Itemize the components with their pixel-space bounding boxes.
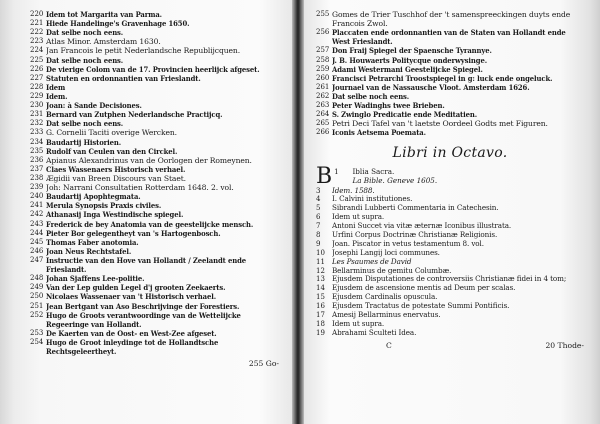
- entry-text: Merula Synopsis Praxis civiles.: [46, 201, 162, 211]
- list-item: [316, 231, 584, 240]
- right-footer: [316, 341, 584, 350]
- list-item: [30, 192, 285, 201]
- entry-text: Statuten en ordonnantien van Frieslandt.: [46, 73, 201, 83]
- entry-number: 19: [316, 328, 325, 337]
- entry-number: 243: [30, 219, 44, 228]
- entry-number: 228: [30, 82, 44, 91]
- list-item: [30, 174, 285, 183]
- list-item: [316, 329, 584, 338]
- list-item: [316, 65, 584, 74]
- list-item: [316, 240, 584, 249]
- left-entry-list: [30, 10, 285, 356]
- entry-number: 250: [30, 292, 44, 301]
- left-catchword: 255 Go-: [248, 359, 279, 369]
- entry-number: 264: [316, 110, 330, 119]
- entry-number: 257: [316, 46, 330, 55]
- octavo-entry-list: [316, 187, 584, 338]
- list-item: [30, 110, 285, 119]
- entry-number: 263: [316, 101, 330, 110]
- entry-number: 238: [30, 173, 44, 182]
- entry-number: 7: [316, 222, 321, 231]
- list-item: [30, 274, 285, 283]
- entry-text: Idem ut supra.: [332, 319, 385, 328]
- entry-text: S. Zwinglo Predicatie ende Meditatien.: [332, 110, 477, 120]
- book-gutter: [292, 0, 304, 424]
- entry-number: 224: [30, 46, 44, 55]
- entry-number: 229: [30, 91, 44, 100]
- entry-text: Adami Westermani Geestelijcke Spiegel.: [332, 64, 483, 74]
- list-item: [316, 74, 584, 83]
- entry-number: 12: [316, 266, 325, 275]
- entry-number: 245: [30, 237, 44, 246]
- entry-number: 259: [316, 64, 330, 73]
- entry-text: Amesij Bellarminus enervatus.: [332, 311, 441, 320]
- list-item: [30, 220, 285, 229]
- entry-text: Dat selbe noch eens.: [46, 119, 124, 129]
- entry-number: 11: [316, 257, 325, 266]
- entry-number: 256: [316, 28, 330, 37]
- list-item: [316, 56, 584, 65]
- entry-text: Joan: à Sande Decisiones.: [46, 101, 142, 111]
- entry-number: 222: [30, 28, 44, 37]
- list-item: [30, 165, 285, 174]
- entry-text: Frederick de bey Anatomia van de geestelijcke mensch.: [46, 219, 254, 229]
- entry-text: Idem: [46, 82, 66, 92]
- entry-text: Van der Lep gulden Legel d'j grooten Zeekaerts.: [46, 283, 226, 293]
- entry-number: 15: [316, 293, 325, 302]
- entry-text: Thomas Faber anotomia.: [46, 237, 139, 247]
- list-item: [316, 258, 584, 267]
- entry-text: Journael van de Nassausche Vloot. Amsterdam 1626.: [332, 82, 530, 92]
- list-item: [316, 119, 584, 128]
- signature-mark: C: [386, 340, 392, 350]
- list-item: [316, 10, 584, 28]
- entry-number: 261: [316, 82, 330, 91]
- entry-number: 14: [316, 284, 325, 293]
- entry-text: Urfini Corpus Doctrinæ Christianæ Religionis.: [332, 231, 498, 240]
- list-item: [30, 302, 285, 311]
- entry-text: Jan Francois le petit Nederlandsche Republijcquen.: [46, 46, 241, 56]
- entry-text: Idem tot Margarita van Parma.: [46, 10, 162, 19]
- list-item: [316, 284, 584, 293]
- list-item: [30, 101, 285, 110]
- list-item: [316, 249, 584, 258]
- entry-text: Don Fraij Spiegel der Spaensche Tyrannye.: [332, 46, 492, 56]
- entry-number: 18: [316, 319, 325, 328]
- right-catchword: 20 Thode-: [545, 340, 584, 350]
- entry-number: 265: [316, 119, 330, 128]
- entry-number: 220: [30, 10, 44, 18]
- entry-number: 10: [316, 248, 325, 257]
- entry-text: Apianus Alexandrinus van de Oorlogen der Romeynen.: [46, 155, 252, 165]
- list-item: [316, 128, 584, 137]
- entry-number: 1: [334, 167, 339, 176]
- list-item: [30, 147, 285, 156]
- list-item: [30, 283, 285, 292]
- list-item: [30, 92, 285, 101]
- section-title: Libri in Octavo.: [392, 144, 508, 161]
- entry-number: 255: [316, 10, 330, 18]
- octavo-first-entry: [316, 163, 584, 189]
- entry-text: Ejusdem Cardinalis opuscula.: [332, 293, 438, 302]
- list-item: [30, 210, 285, 219]
- entry-number: 244: [30, 228, 44, 237]
- list-item: [30, 292, 285, 301]
- entry-number: 8: [316, 231, 321, 240]
- entry-number: 247: [30, 255, 44, 264]
- list-item: [316, 222, 584, 231]
- entry-text: Ejusdem Disputationes de controversiis Christianæ fidei in 4 tom;: [332, 275, 567, 284]
- list-item: [30, 128, 285, 137]
- list-item: [30, 238, 285, 247]
- entry-number: 232: [30, 119, 44, 128]
- entry-text: Peter Wadinghs twee Brieben.: [332, 101, 445, 111]
- entry-text: Hiede Handelinge's Gravenhage 1650.: [46, 19, 190, 29]
- entry-number: 249: [30, 283, 44, 292]
- list-item: [316, 101, 584, 110]
- entry-text: Nicolaes Wassenaer van 't Historisch verhael.: [46, 292, 216, 302]
- list-item: [30, 83, 285, 92]
- entry-text: La Bible. Geneve 1605.: [352, 175, 438, 185]
- entry-text: Johan Sjaffens Lee-politie.: [46, 274, 145, 284]
- entry-text: G. Cornelii Taciti overige Wercken.: [46, 128, 177, 138]
- list-item: [316, 28, 584, 46]
- entry-text: Idem.: [46, 91, 68, 101]
- entry-text: Hugo de Groot inleydinge tot de Hollandtsche Rechtsgeleertheyt.: [46, 337, 219, 357]
- entry-number: 5: [316, 204, 321, 213]
- entry-number: 266: [316, 128, 330, 137]
- entry-text: Abrahami Sculteti Idea.: [332, 328, 417, 337]
- entry-text: De Kaerten van de Oost- en West-Zee afgeset.: [46, 328, 217, 338]
- list-item: [30, 138, 285, 147]
- entry-text: Francisci Petrarchi Troostspiegel in g: luck ende ongeluck.: [332, 73, 553, 83]
- left-page: [30, 10, 285, 368]
- list-item: [316, 293, 584, 302]
- entry-number: 246: [30, 246, 44, 255]
- entry-number: 13: [316, 275, 325, 284]
- entry-number: 226: [30, 64, 44, 73]
- entry-text: Joan. Piscator in vetus testamentum 8. vol.: [332, 239, 484, 248]
- entry-text: Idem. 1588.: [332, 186, 375, 195]
- entry-text: Jean Bertgant van Aso Beschrijvinge der Forestiers.: [46, 301, 240, 311]
- list-item: [30, 74, 285, 83]
- entry-text: Pieter Bor gelegentheyt van 's Hartogenbosch.: [46, 228, 221, 238]
- entry-text: Iconis Aetsema Poemata.: [332, 128, 426, 138]
- entry-text: Baudartij Apophtegmata.: [46, 192, 141, 202]
- list-item: [30, 10, 285, 19]
- entry-number: 236: [30, 155, 44, 164]
- entry-text: Instructie van den Hove van Hollandt / Zeelandt ende Frieslandt.: [46, 255, 247, 275]
- list-item: [30, 19, 285, 28]
- list-item: [30, 201, 285, 210]
- entry-text: Ejusdem Tractatus de potestate Summi Pontificis.: [332, 302, 510, 311]
- entry-number: 16: [316, 302, 325, 311]
- list-item: [316, 204, 584, 213]
- entry-number: 223: [30, 37, 44, 46]
- list-item: [30, 183, 285, 192]
- entry-text: Hugo de Groots verantwoordinge van de Wettelijcke Regeeringe van Hollandt.: [46, 310, 241, 329]
- list-item: [30, 247, 285, 256]
- entry-number: 221: [30, 19, 44, 28]
- entry-number: 248: [30, 274, 44, 283]
- list-item: [316, 275, 584, 284]
- entry-text: Antoni Succet via vitæ æternæ Iconibus illustrata.: [332, 222, 512, 231]
- entry-number: 4: [316, 195, 321, 204]
- right-page: [316, 10, 584, 350]
- entry-number: 254: [30, 337, 44, 346]
- entry-text: Dat selbe noch eens.: [46, 55, 124, 65]
- entry-number: 239: [30, 183, 44, 192]
- list-item: [30, 28, 285, 37]
- entry-number: 6: [316, 213, 321, 222]
- list-item: [30, 338, 285, 356]
- entry-text: Baudartij Historien.: [46, 137, 122, 147]
- entry-number: 227: [30, 73, 44, 82]
- entry-number: 231: [30, 110, 44, 119]
- list-item: [30, 329, 285, 338]
- entry-number: 237: [30, 164, 44, 173]
- entry-text: Claes Wassenaers Historisch verhael.: [46, 164, 186, 174]
- entry-text: Les Psaumes de David: [332, 257, 412, 266]
- entry-text: Petri Deci Tafel van 't laetste Oordeel Godts met Figuren.: [332, 119, 548, 129]
- entry-text: Gomes de Trier Tuschhof der 't samenspreeckingen duyts ende Francois Zwol.: [332, 10, 571, 29]
- list-item: [316, 302, 584, 311]
- entry-number: 235: [30, 146, 44, 155]
- entry-text: De vierige Colom van de 17. Provincien heerlijck afgeset.: [46, 64, 260, 74]
- list-item: [316, 213, 584, 222]
- entry-number: 241: [30, 201, 44, 210]
- list-item: [316, 195, 584, 204]
- entry-number: 234: [30, 137, 44, 146]
- entry-number: 242: [30, 210, 44, 219]
- entry-text: Iblia Sacra.: [352, 166, 395, 176]
- entry-number: 262: [316, 92, 330, 101]
- list-item: [316, 311, 584, 320]
- entry-number: 258: [316, 55, 330, 64]
- entry-text: Joh: Narrani Consultatien Rotterdam 1648. 2. vol.: [46, 183, 234, 193]
- entry-text: Dat selbe noch eens.: [46, 28, 124, 38]
- entry-number: 230: [30, 101, 44, 110]
- list-item: [30, 46, 285, 55]
- entry-text: Ægidii van Breen Discours van Staet.: [46, 173, 186, 183]
- list-item: [30, 256, 285, 274]
- entry-text: Sibrandi Lubberti Commentaria in Catechesin.: [332, 204, 499, 213]
- entry-text: Athanasij Inga Westindische spiegel.: [46, 210, 184, 220]
- list-item: [30, 37, 285, 46]
- entry-text: Josephi Langij loci communes.: [332, 248, 440, 257]
- entry-text: Joan Neus Rechtstafel.: [46, 246, 132, 256]
- entry-text: Dat selbe noch eens.: [332, 92, 410, 102]
- entry-number: 260: [316, 73, 330, 82]
- list-item: [30, 156, 285, 165]
- list-item: [316, 187, 584, 196]
- list-item: [30, 229, 285, 238]
- list-item: [316, 320, 584, 329]
- list-item: [316, 267, 584, 276]
- drop-capital: B: [316, 163, 333, 189]
- entry-number: 233: [30, 128, 44, 137]
- entry-number: 253: [30, 328, 44, 337]
- entry-text: Rudolf van Ceulen van den Circkel.: [46, 146, 178, 156]
- entry-text: J. B. Houwaerts Politycque onderwysinge.: [332, 55, 487, 65]
- entry-text: I. Calvini institutiones.: [332, 195, 413, 204]
- entry-text: Atlas Minor. Amsterdam 1630.: [46, 37, 161, 47]
- list-item: [30, 65, 285, 74]
- list-item: [30, 119, 285, 128]
- list-item: [316, 92, 584, 101]
- entry-text: Bellarminus de gemitu Columbæ.: [332, 266, 452, 275]
- list-item: [30, 311, 285, 329]
- list-item: [316, 46, 584, 55]
- list-item: [316, 110, 584, 119]
- left-footer: [30, 359, 285, 368]
- list-item: [316, 83, 584, 92]
- entry-number: 252: [30, 310, 44, 319]
- entry-number: 251: [30, 301, 44, 310]
- right-entry-list: [316, 10, 584, 138]
- entry-text: Bernard van Zutphen Nederlandsche Practijcq.: [46, 110, 223, 120]
- list-item: [30, 56, 285, 65]
- entry-number: 3: [316, 186, 321, 195]
- entry-number: 9: [316, 239, 321, 248]
- entry-number: 240: [30, 192, 44, 201]
- entry-number: 17: [316, 311, 325, 320]
- entry-text: Placcaten ende ordonnantien van de Staten van Hollandt ende West Frieslandt.: [332, 28, 566, 47]
- entry-text: Idem ut supra.: [332, 213, 385, 222]
- entry-number: 225: [30, 55, 44, 64]
- entry-text: Ejusdem de ascensione mentis ad Deum per scalas.: [332, 284, 516, 293]
